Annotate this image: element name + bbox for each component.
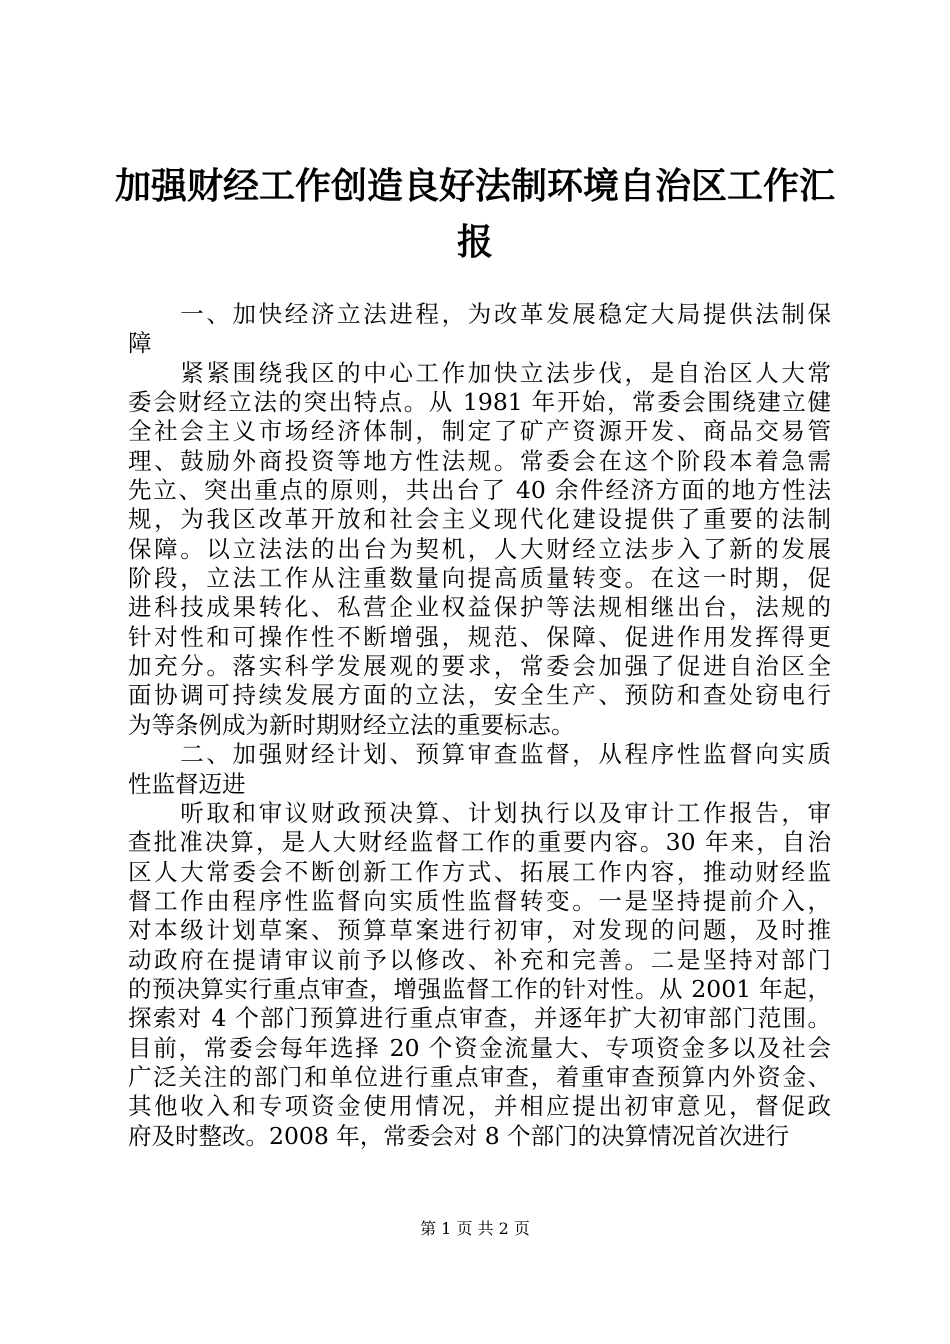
text-line: 委会财经立法的突出特点。从 1981 年开始，常委会围绕建立健 [128, 388, 831, 417]
text-line: 阶段，立法工作从注重数量向提高质量转变。在这一时期，促 [128, 564, 831, 593]
text-line: 府及时整改。2008 年，常委会对 8 个部门的决算情况首次进行 [128, 1121, 790, 1150]
text-line: 动政府在提请审议前予以修改、补充和完善。二是坚持对部门 [128, 945, 831, 974]
text-line: 加充分。落实科学发展观的要求，常委会加强了促进自治区全 [128, 652, 831, 681]
body-paragraph [128, 799, 831, 1151]
text-line: 其他收入和专项资金使用情况，并相应提出初审意见，督促政 [128, 1092, 831, 1121]
text-line: 紧紧围绕我区的中心工作加快立法步伐，是自治区人大常 [128, 358, 831, 387]
text-line: 探索对 4 个部门预算进行重点审查，并逐年扩大初审部门范围。 [128, 1004, 831, 1033]
text-line: 一、加快经济立法进程，为改革发展稳定大局提供法制保 [128, 300, 831, 328]
text-line: 听取和审议财政预决算、计划执行以及审计工作报告，审 [128, 798, 831, 827]
text-line: 为等条例成为新时期财经立法的重要标志。 [128, 710, 575, 739]
text-line: 保障。以立法法的出台为契机，人大财经立法步入了新的发展 [128, 534, 831, 563]
text-line: 针对性和可操作性不断增强，规范、保障、促进作用发挥得更 [128, 622, 831, 651]
text-line: 区人大常委会不断创新工作方式、拓展工作内容，推动财经监 [128, 857, 831, 886]
section-heading [128, 740, 831, 799]
text-line: 的预决算实行重点审查，增强监督工作的针对性。从 2001 年起， [128, 974, 831, 1003]
text-line: 二、加强财经计划、预算审查监督，从程序性监督向实质 [128, 740, 831, 769]
page-footer: 第 1 页 共 2 页 [420, 1219, 530, 1238]
document-body [128, 300, 831, 1151]
text-line: 面协调可持续发展方面的立法，安全生产、预防和查处窃电行 [128, 681, 831, 710]
section-heading [128, 300, 831, 359]
document-title-line-2: 报 [456, 221, 493, 263]
text-line: 对本级计划草案、预算草案进行初审，对发现的问题，及时推 [128, 916, 831, 945]
text-line: 障 [128, 329, 152, 358]
text-line: 先立、突出重点的原则，共出台了 40 余件经济方面的地方性法 [128, 476, 831, 505]
document-title-line-1: 加强财经工作创造良好法制环境自治区工作汇 [114, 165, 835, 207]
text-line: 规，为我区改革开放和社会主义现代化建设提供了重要的法制 [128, 505, 831, 534]
text-line: 广泛关注的部门和单位进行重点审查，着重审查预算内外资金、 [128, 1062, 831, 1091]
text-line: 性监督迈进 [128, 769, 246, 798]
text-line: 督工作由程序性监督向实质性监督转变。一是坚持提前介入， [128, 886, 831, 915]
text-line: 查批准决算，是人大财经监督工作的重要内容。30 年来，自治 [128, 828, 831, 857]
body-paragraph [128, 359, 831, 740]
text-line: 进科技成果转化、私营企业权益保护等法规相继出台，法规的 [128, 593, 831, 622]
text-line: 全社会主义市场经济体制，制定了矿产资源开发、商品交易管 [128, 417, 831, 446]
text-line: 目前，常委会每年选择 20 个资金流量大、专项资金多以及社会 [128, 1033, 831, 1062]
text-line: 理、鼓励外商投资等地方性法规。常委会在这个阶段本着急需 [128, 446, 831, 475]
